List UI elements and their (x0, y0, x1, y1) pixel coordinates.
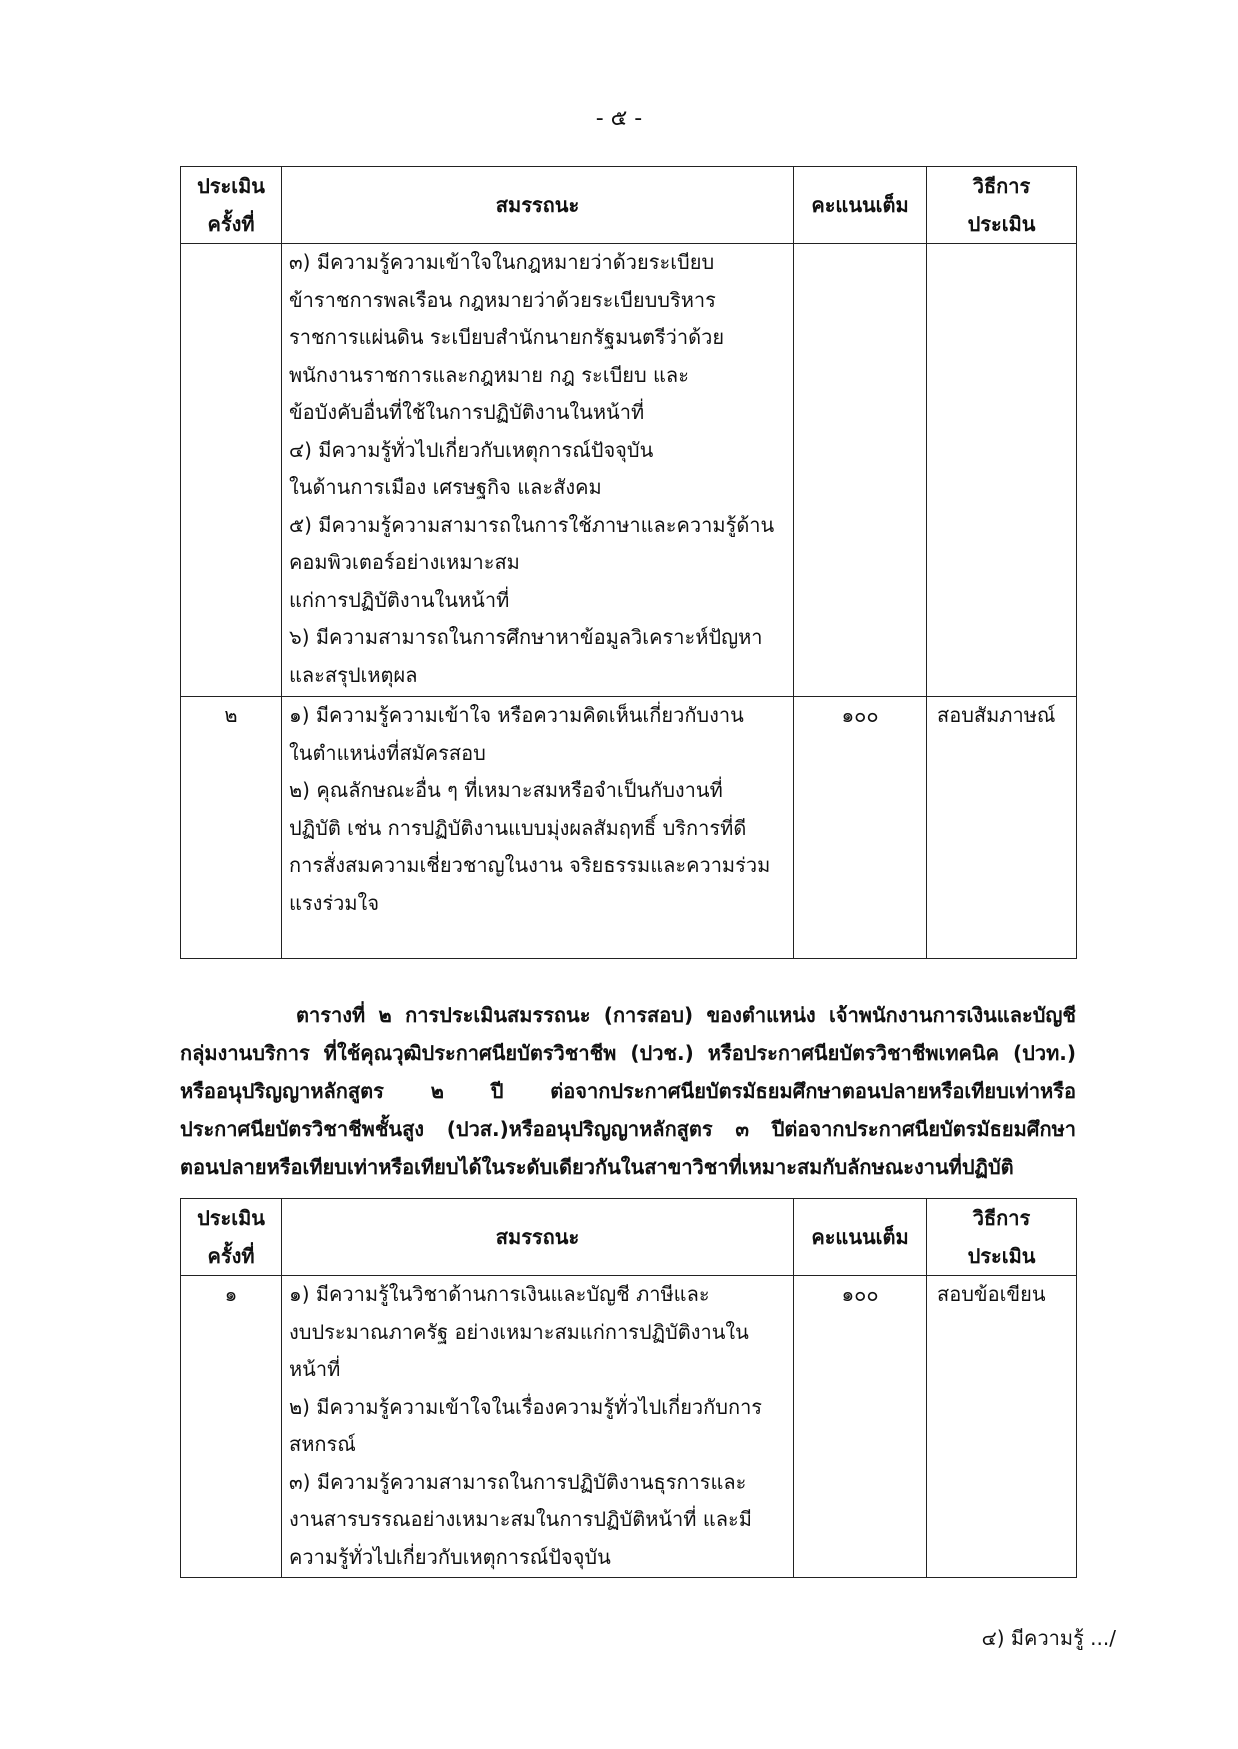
round-cell (181, 244, 282, 697)
paragraph-line: ตารางที่ ๒ การประเมินสมรรถนะ (การสอบ) ของตำแหน่ง เจ้าพนักงานการเงินและบัญชี (296, 1003, 1076, 1027)
header-full-score: คะแนนเต็ม (794, 167, 927, 244)
page-number: - ๕ - (595, 106, 643, 131)
method-cell: สอบสัมภาษณ์ (927, 697, 1077, 959)
header-method: วิธีการ ประเมิน (927, 167, 1077, 244)
competency-table-2 (180, 1198, 1077, 1578)
table-row (181, 1276, 1077, 1578)
competency-cell: ๑) มีความรู้ในวิชาด้านการเงินและบัญชี ภาษีและ งบประมาณภาครัฐ อย่างเหมาะสมแก่การปฏิบัติงานใน หน้าที่ ๒) มีความรู้ความเข้าใจในเรื่องความรู้ทั่วไปเกี่ยวกับการ สหกรณ์ ๓) มีความรู้ความสามารถในการปฏิบัติงานธุรการและ งานสารบรรณอย่างเหมาะสมในการปฏิบัติหน้าที่ และมี ความรู้ทั่วไปเกี่ยวกับเหตุการณ์ปัจจุบัน (282, 1276, 794, 1578)
table-2-description (180, 996, 1076, 1186)
paragraph-line: ตอนปลายหรือเทียบเท่าหรือเทียบได้ในระดับเดียวกันในสาขาวิชาที่เหมาะสมกับลักษณะงานที่ปฏิบัติ (180, 1155, 1014, 1179)
round-cell: ๒ (181, 697, 282, 959)
header-round: ประเมิน ครั้งที่ (181, 1199, 282, 1276)
round-cell: ๑ (181, 1276, 282, 1578)
header-method: วิธีการ ประเมิน (927, 1199, 1077, 1276)
competency-table-1 (180, 166, 1077, 959)
paragraph-line: กลุ่มงานบริการ ที่ใช้คุณวุฒิประกาศนียบัตรวิชาชีพ (ปวช.) หรือประกาศนียบัตรวิชาชีพเทคนิค (ปวท.) (180, 1041, 1076, 1065)
continuation-note: ๔) มีความรู้ .../ (981, 1626, 1116, 1650)
method-cell (927, 244, 1077, 697)
competency-cell: ๓) มีความรู้ความเข้าใจในกฎหมายว่าด้วยระเบียบ ข้าราชการพลเรือน กฎหมายว่าด้วยระเบียบบริหาร ราชการแผ่นดิน ระเบียบสำนักนายกรัฐมนตรีว่าด้วย พนักงานราชการและกฎหมาย กฎ ระเบียบ และ ข้อบังคับอื่นที่ใช้ในการปฏิบัติงานในหน้าที่ ๔) มีความรู้ทั่วไปเกี่ยวกับเหตุการณ์ปัจจุบัน ในด้านการเมือง เศรษฐกิจ และสังคม ๕) มีความรู้ความสามารถในการใช้ภาษาและความรู้ด้าน คอมพิวเตอร์อย่างเหมาะสม แก่การปฏิบัติงานในหน้าที่ ๖) มีความสามารถในการศึกษาหาข้อมูลวิเคราะห์ปัญหา และสรุปเหตุผล (282, 244, 794, 697)
method-cell: สอบข้อเขียน (927, 1276, 1077, 1578)
header-competency: สมรรถนะ (282, 167, 794, 244)
score-cell: ๑๐๐ (794, 1276, 927, 1578)
score-cell: ๑๐๐ (794, 697, 927, 959)
table-header-row (181, 1199, 1077, 1276)
table-row (181, 697, 1077, 959)
table-row (181, 244, 1077, 697)
header-round: ประเมิน ครั้งที่ (181, 167, 282, 244)
paragraph-line: ประกาศนียบัตรวิชาชีพชั้นสูง (ปวส.)หรืออนุปริญญาหลักสูตร ๓ ปีต่อจากประกาศนียบัตรมัธยมศึกษา (180, 1117, 1076, 1141)
competency-cell: ๑) มีความรู้ความเข้าใจ หรือความคิดเห็นเกี่ยวกับงาน ในตำแหน่งที่สมัครสอบ ๒) คุณลักษณะอื่น ๆ ที่เหมาะสมหรือจำเป็นกับงานที่ ปฏิบัติ เช่น การปฏิบัติงานแบบมุ่งผลสัมฤทธิ์ บริการที่ดี การสั่งสมความเชี่ยวชาญในงาน จริยธรรมและความร่วม แรงร่วมใจ (282, 697, 794, 959)
header-full-score: คะแนนเต็ม (794, 1199, 927, 1276)
score-cell (794, 244, 927, 697)
paragraph-line: หรืออนุปริญญาหลักสูตร ๒ ปี ต่อจากประกาศนียบัตรมัธยมศึกษาตอนปลายหรือเทียบเท่าหรือ (180, 1079, 1076, 1103)
header-competency: สมรรถนะ (282, 1199, 794, 1276)
table-header-row (181, 167, 1077, 244)
